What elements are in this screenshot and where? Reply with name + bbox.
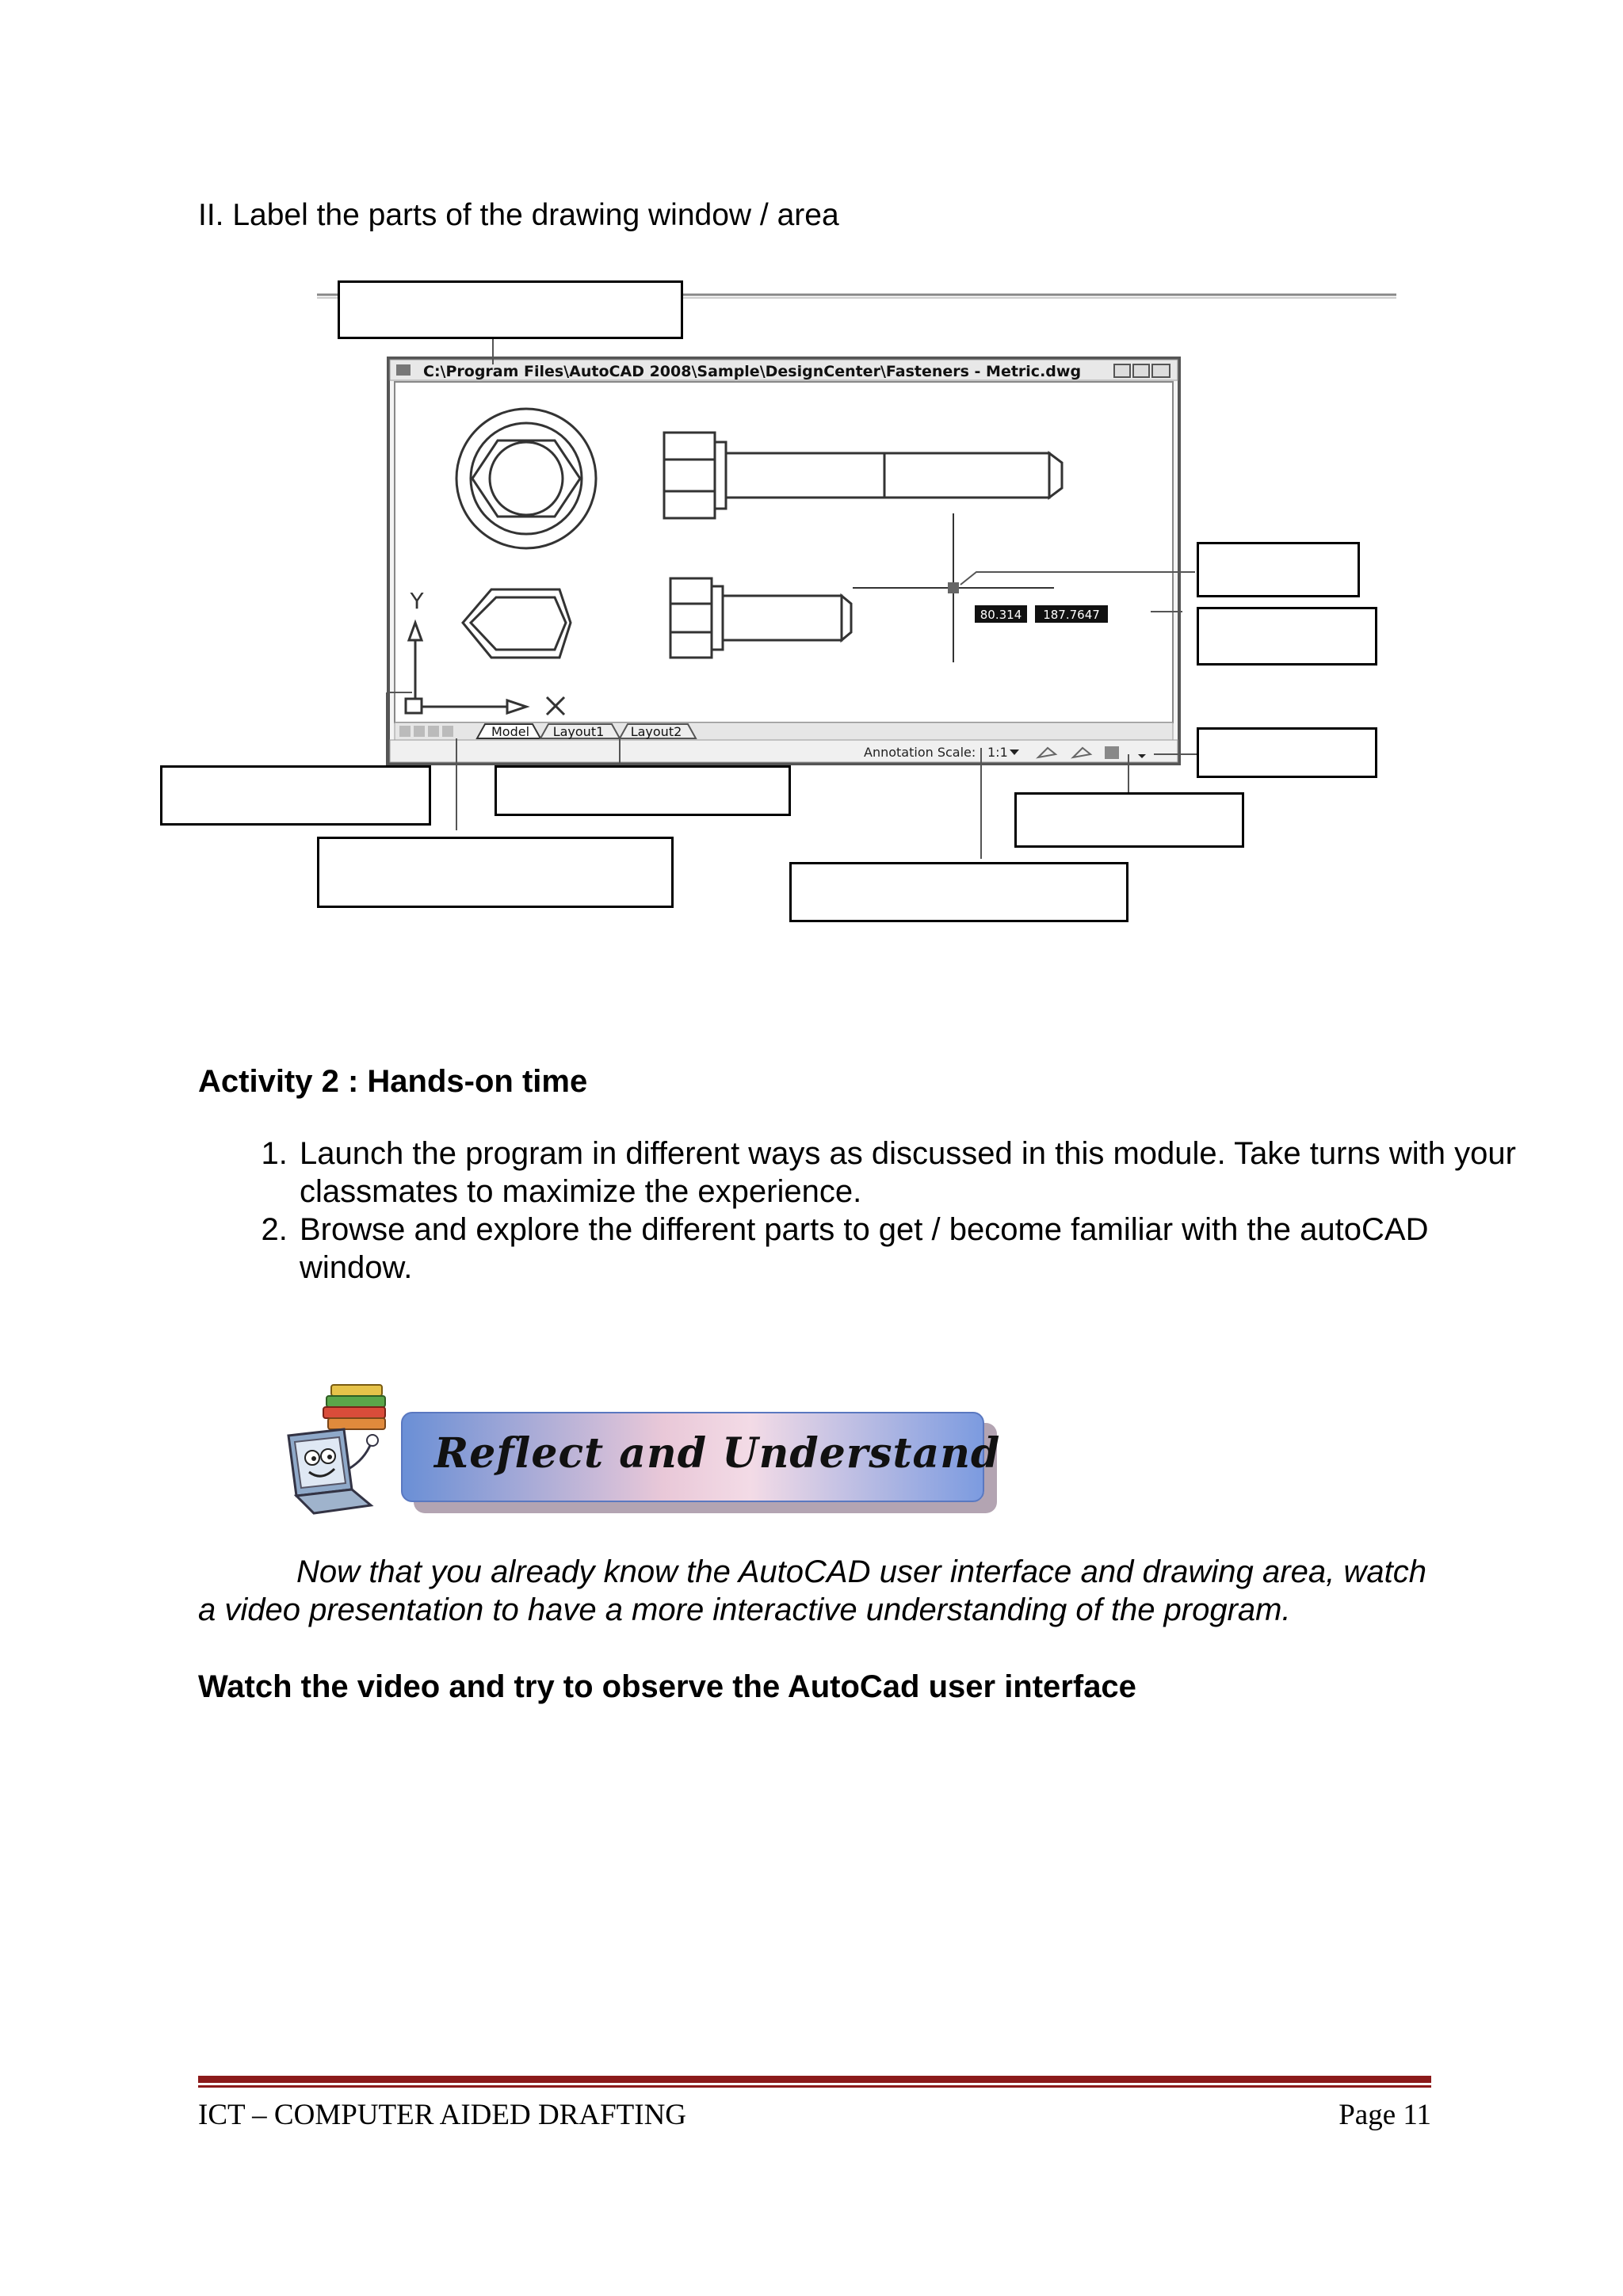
activity-step-2: 2. Browse and explore the different parts to get / become familiar with the autoCAD window.: [296, 1211, 1533, 1287]
coord-x: 80.314: [980, 608, 1022, 622]
activity-step-1: 1. Launch the program in different ways as discussed in this module. Take turns with your classmates to maximize the experience.: [296, 1135, 1533, 1211]
coord-y: 187.7647: [1043, 608, 1100, 622]
cad-window: [388, 358, 1179, 764]
footer-rule-thick: [198, 2076, 1431, 2083]
watch-heading: Watch the video and try to observe the AutoCad user interface: [198, 1669, 1136, 1704]
label-box-ucs-icon[interactable]: [160, 765, 431, 826]
reflect-paragraph: Now that you already know the AutoCAD user interface and drawing area, watch a video presentation to have a more interactive understanding of the program.: [198, 1554, 1426, 1627]
label-box-annotation-scale[interactable]: [789, 862, 1128, 922]
tab-model-label: Model: [491, 724, 530, 739]
footer-rule-thin: [198, 2085, 1431, 2088]
reflect-banner: [276, 1380, 1005, 1523]
annotation-scale-label: Annotation Scale:: [864, 745, 976, 760]
window-app-icon: [396, 364, 411, 376]
close-icon: [1152, 364, 1170, 377]
tab-layout2-label: Layout2: [630, 724, 682, 739]
activity-steps: [198, 1135, 1533, 1287]
label-box-drawing-area[interactable]: [1197, 607, 1377, 666]
workspace-icon: [1105, 746, 1119, 759]
tab-layout1-label: Layout1: [552, 724, 605, 739]
label-box-model-tab[interactable]: [317, 837, 674, 908]
minimize-icon: [1114, 364, 1130, 377]
section-title: II. Label the parts of the drawing window / area: [198, 198, 839, 232]
laptop-books-icon: [276, 1380, 411, 1523]
drawing-area: [395, 382, 1173, 723]
annotation-scale-value: 1:1: [987, 745, 1008, 760]
label-box-crosshair[interactable]: [1197, 542, 1360, 597]
activity-heading: Activity 2 : Hands-on time: [198, 1064, 588, 1099]
label-box-title-bar[interactable]: [338, 280, 683, 339]
label-box-status-tray[interactable]: [1197, 727, 1377, 778]
status-bar: [390, 740, 1178, 762]
label-box-layout-tabs[interactable]: [495, 765, 791, 816]
label-box-workspace[interactable]: [1014, 792, 1244, 848]
ucs-y-label: Y: [410, 588, 424, 614]
footer-page-number: Page 11: [1338, 2099, 1431, 2131]
footer-course-title: ICT – COMPUTER AIDED DRAFTING: [198, 2099, 687, 2131]
window-title: C:\Program Files\AutoCAD 2008\Sample\DesignCenter\Fasteners - Metric.dwg: [423, 363, 1082, 380]
banner-text: Reflect and Understand: [434, 1429, 1001, 1478]
restore-icon: [1133, 364, 1149, 377]
